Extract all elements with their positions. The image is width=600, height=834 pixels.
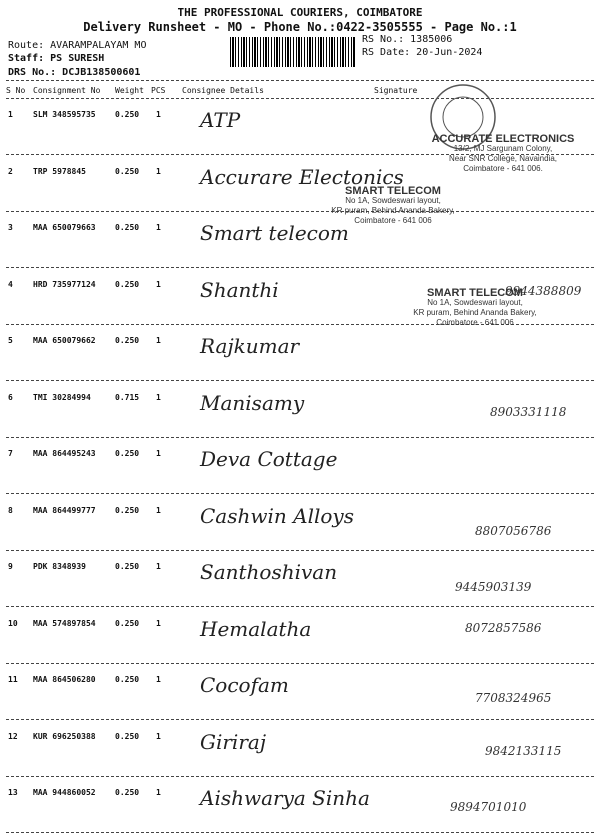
row-divider (6, 663, 594, 664)
row-weight: 0.250 (115, 505, 140, 515)
table-row (0, 383, 600, 439)
row-signature-phone: 9445903139 (455, 580, 532, 594)
smart-stamp-2-line2: KR puram, Behind Ananda Bakery, (413, 308, 537, 317)
header-rule-top (6, 80, 594, 81)
accurate-stamp-name: ACCURATE ELECTRONICS (431, 133, 575, 145)
row-consignee: Deva Cottage (200, 447, 338, 471)
col-weight: Weight (115, 86, 144, 95)
row-consignment: MAA 864495243 (33, 449, 96, 458)
row-weight: 0.250 (115, 223, 140, 232)
row-divider (6, 267, 594, 268)
row-consignee: Smart telecom (200, 221, 349, 245)
row-divider (6, 832, 594, 833)
smart-stamp-1-name: SMART TELECOM (345, 185, 441, 197)
row-divider (6, 776, 594, 777)
row-divider (6, 437, 594, 438)
row-consignee: Shanthi (200, 277, 279, 302)
row-consignment: PDK 8348939 (33, 562, 86, 571)
col-consignment: Consignment No (33, 86, 101, 95)
row-consignment: MAA 944860052 (33, 788, 96, 797)
row-signature-phone: 8807056786 (475, 523, 552, 538)
row-consignee: ATP (200, 108, 241, 132)
row-consignee: Cocofam (200, 673, 289, 697)
row-consignee: Rajkumar (200, 334, 300, 358)
accurate-stamp-line1: 13/2, MJ Sargunam Colony, (453, 144, 553, 153)
row-signature-phone: 9842133115 (485, 743, 562, 758)
smart-stamp-2-line3: Coimbatore - 641 006 (436, 318, 514, 327)
row-sno: 5 (8, 336, 13, 345)
row-pcs: 1 (156, 562, 161, 571)
row-signature-phone: 9944388809 (505, 283, 582, 298)
row-divider (6, 719, 594, 720)
row-pcs: 1 (156, 166, 161, 176)
row-sno: 1 (8, 110, 13, 119)
row-consignment: MAA 650079662 (33, 336, 96, 345)
accurate-stamp (408, 134, 598, 174)
row-divider (6, 493, 594, 494)
row-signature-phone: 7708324965 (475, 691, 552, 705)
row-consignment: MAA 574897854 (33, 618, 96, 628)
table-row (0, 665, 600, 721)
row-weight: 0.250 (115, 166, 140, 176)
row-weight: 0.250 (115, 618, 140, 628)
row-sno: 6 (8, 392, 13, 402)
smart-stamp-2-line1: No 1A, Sowdeswari layout, (427, 298, 523, 307)
row-sno: 3 (8, 223, 13, 232)
smart-stamp-2-name: SMART TELECOM (427, 287, 523, 299)
row-pcs: 1 (156, 788, 161, 797)
row-consignee: Cashwin Alloys (200, 503, 354, 528)
row-signature-phone: 8072857586 (465, 620, 542, 635)
row-sno: 7 (8, 449, 13, 458)
table-row (0, 213, 600, 269)
col-consignee: Consignee Details (182, 86, 264, 95)
row-weight: 0.250 (115, 788, 140, 797)
smart-stamp-1-line3: Coimbatore - 641 006 (354, 216, 432, 225)
staff-label: Staff: PS SURESH (8, 53, 105, 64)
row-consignee: Manisamy (200, 390, 305, 415)
row-consignment: TRP 5978845 (33, 166, 86, 176)
drs-label: DRS No.: DCJB138500601 (8, 67, 141, 78)
row-signature-phone: 8903331118 (490, 404, 567, 419)
row-divider (6, 211, 594, 212)
row-consignment: MAA 864499777 (33, 505, 96, 515)
barcode (230, 37, 355, 67)
row-consignment: MAA 864506280 (33, 675, 96, 684)
company-title: THE PROFESSIONAL COURIERS, COIMBATORE (177, 6, 423, 19)
col-signature: Signature (374, 86, 418, 95)
table-row (0, 439, 600, 495)
row-consignee: Hemalatha (200, 616, 312, 641)
row-consignee: Aishwarya Sinha (200, 786, 370, 810)
smart-stamp-1-line2: KR puram, Behind Ananda Bakery, (331, 206, 455, 215)
table-row (0, 496, 600, 552)
table-row (0, 722, 600, 778)
row-divider (6, 380, 594, 381)
row-consignment: HRD 735977124 (33, 279, 96, 289)
smart-stamp-1 (318, 186, 468, 226)
row-consignment: SLM 348595735 (33, 110, 96, 119)
row-weight: 0.250 (115, 562, 140, 571)
accurate-stamp-line3: Coimbatore - 641 006. (463, 164, 543, 173)
row-pcs: 1 (156, 392, 161, 402)
row-sno: 8 (8, 505, 13, 515)
row-pcs: 1 (156, 336, 161, 345)
accurate-stamp-line2: Near SNR College, Navaindia, (448, 154, 558, 163)
smart-stamp-1-line1: No 1A, Sowdeswari layout, (345, 196, 441, 205)
row-pcs: 1 (156, 731, 161, 741)
row-consignment: TMI 30284994 (33, 392, 91, 402)
table-row (0, 326, 600, 382)
row-sno: 12 (8, 731, 18, 741)
runsheet-title: Delivery Runsheet - MO - Phone No.:0422-3505555 - Page No.:1 (83, 20, 517, 34)
row-weight: 0.250 (115, 336, 140, 345)
route-label: Route: AVARAMPALAYAM MO (8, 40, 147, 51)
row-sno: 13 (8, 788, 18, 797)
row-pcs: 1 (156, 279, 161, 289)
col-pcs: PCS (151, 86, 166, 95)
smart-stamp-2 (385, 288, 565, 328)
rs-date: RS Date: 20-Jun-2024 (362, 47, 483, 58)
header-rule-bottom (6, 98, 594, 99)
col-sno: S No (6, 86, 26, 95)
row-consignment: KUR 696250388 (33, 731, 96, 741)
row-sno: 4 (8, 279, 13, 289)
row-weight: 0.250 (115, 731, 140, 741)
row-pcs: 1 (156, 618, 161, 628)
row-sno: 10 (8, 618, 18, 628)
row-divider (6, 550, 594, 551)
row-pcs: 1 (156, 110, 161, 119)
row-weight: 0.250 (115, 449, 140, 458)
row-weight: 0.250 (115, 110, 140, 119)
row-divider (6, 606, 594, 607)
rs-number: RS No.: 1385006 (362, 34, 453, 45)
row-pcs: 1 (156, 449, 161, 458)
row-weight: 0.250 (115, 279, 140, 289)
row-consignment: MAA 650079663 (33, 223, 96, 232)
row-sno: 2 (8, 166, 13, 176)
row-consignee: Giriraj (200, 729, 267, 754)
row-signature-phone: 9894701010 (450, 800, 527, 814)
row-weight: 0.250 (115, 675, 140, 684)
row-sno: 9 (8, 562, 13, 571)
table-row (0, 778, 600, 834)
row-weight: 0.715 (115, 392, 140, 402)
row-sno: 11 (8, 675, 18, 684)
row-pcs: 1 (156, 505, 161, 515)
table-row (0, 552, 600, 608)
row-consignee: Santhoshivan (200, 560, 338, 584)
table-row (0, 609, 600, 665)
row-pcs: 1 (156, 223, 161, 232)
row-consignee: Accurare Electonics (200, 164, 404, 189)
row-pcs: 1 (156, 675, 161, 684)
